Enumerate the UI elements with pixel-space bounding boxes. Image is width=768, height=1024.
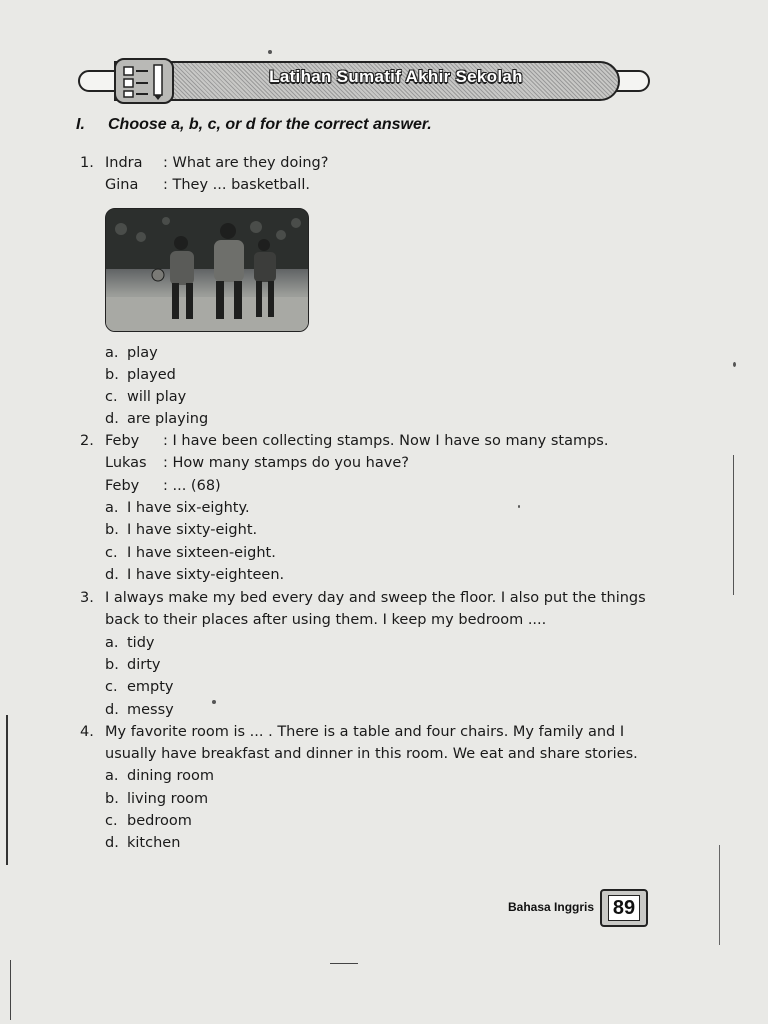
answer-option[interactable] bbox=[105, 632, 155, 654]
question-text-line: My favorite room is ... . There is a table and four chairs. My family and I bbox=[105, 724, 625, 740]
answer-option[interactable] bbox=[105, 832, 180, 854]
option-letter: d. bbox=[105, 702, 119, 718]
dialogue-line bbox=[105, 475, 221, 497]
speaker-name: Feby bbox=[105, 433, 140, 449]
answer-option[interactable] bbox=[105, 519, 257, 541]
option-letter: d. bbox=[105, 567, 119, 583]
page-number: 89 bbox=[608, 895, 640, 921]
scan-speck bbox=[733, 362, 736, 367]
question-text-line: I always make my bed every day and sweep the floor. I also put the things bbox=[105, 590, 646, 606]
option-letter: d. bbox=[105, 411, 119, 427]
scan-speck bbox=[518, 505, 520, 508]
option-letter: c. bbox=[105, 545, 118, 561]
dialogue-text: : How many stamps do you have? bbox=[163, 455, 409, 471]
speaker-name: Indra bbox=[105, 155, 143, 171]
dialogue-line bbox=[105, 174, 310, 196]
option-text: dining room bbox=[127, 768, 214, 784]
option-text: messy bbox=[127, 702, 174, 718]
option-letter: a. bbox=[105, 345, 119, 361]
option-text: bedroom bbox=[127, 813, 192, 829]
speaker-name: Lukas bbox=[105, 455, 147, 471]
dialogue-line bbox=[105, 452, 409, 474]
option-letter: c. bbox=[105, 679, 118, 695]
option-letter: b. bbox=[105, 522, 119, 538]
option-text: I have sixty-eight. bbox=[127, 522, 258, 538]
option-text: living room bbox=[127, 791, 209, 807]
option-text: empty bbox=[127, 679, 174, 695]
dialogue-text: : They ... basketball. bbox=[163, 177, 310, 193]
scan-speck bbox=[212, 700, 216, 704]
basketball-players-photo bbox=[105, 208, 309, 332]
scan-edge-line bbox=[330, 963, 358, 964]
speaker-name: Gina bbox=[105, 177, 139, 193]
option-text: I have sixty-eighteen. bbox=[127, 567, 285, 583]
answer-option[interactable] bbox=[105, 676, 174, 698]
option-text: will play bbox=[127, 389, 187, 405]
option-letter: b. bbox=[105, 657, 119, 673]
option-text: play bbox=[127, 345, 158, 361]
option-text: are playing bbox=[127, 411, 209, 427]
dialogue-text: : What are they doing? bbox=[163, 155, 329, 171]
answer-option[interactable] bbox=[105, 342, 158, 364]
speaker-name: Feby bbox=[105, 478, 140, 494]
option-text: dirty bbox=[127, 657, 161, 673]
answer-option[interactable] bbox=[105, 386, 186, 408]
page-number-badge bbox=[600, 889, 648, 927]
scan-edge-line bbox=[733, 455, 734, 595]
title-banner bbox=[78, 58, 650, 106]
option-letter: b. bbox=[105, 791, 119, 807]
section-instruction: Choose a, b, c, or d for the correct answer. bbox=[108, 116, 432, 133]
scan-speck bbox=[268, 50, 272, 54]
answer-option[interactable] bbox=[105, 564, 284, 586]
dialogue-text: : ... (68) bbox=[163, 478, 221, 494]
answer-option[interactable] bbox=[105, 542, 276, 564]
dialogue-text: : I have been collecting stamps. Now I have so many stamps. bbox=[163, 433, 609, 449]
dialogue-line bbox=[105, 430, 608, 452]
banner-title: Latihan Sumatif Akhir Sekolah bbox=[269, 67, 523, 86]
answer-option[interactable] bbox=[105, 699, 174, 721]
section-number: I. bbox=[76, 116, 85, 133]
scan-edge-line bbox=[10, 960, 11, 1020]
question-text-line: back to their places after using them. I keep my bedroom .... bbox=[105, 612, 547, 628]
section-heading bbox=[76, 116, 432, 134]
option-letter: d. bbox=[105, 835, 119, 851]
question-number: 4. bbox=[80, 724, 94, 740]
subject-label: Bahasa Inggris bbox=[508, 900, 595, 914]
answer-option[interactable] bbox=[105, 497, 250, 519]
option-letter: a. bbox=[105, 768, 119, 784]
option-text: played bbox=[127, 367, 176, 383]
question-number: 3. bbox=[80, 590, 94, 606]
question-number: 2. bbox=[80, 433, 94, 449]
option-letter: c. bbox=[105, 813, 118, 829]
option-letter: a. bbox=[105, 500, 119, 516]
checklist-icon bbox=[114, 58, 174, 104]
option-text: I have six-eighty. bbox=[127, 500, 250, 516]
question-number: 1. bbox=[80, 155, 94, 171]
answer-option[interactable] bbox=[105, 765, 214, 787]
option-letter: b. bbox=[105, 367, 119, 383]
option-text: I have sixteen-eight. bbox=[127, 545, 276, 561]
answer-option[interactable] bbox=[105, 408, 208, 430]
option-letter: c. bbox=[105, 389, 118, 405]
option-letter: a. bbox=[105, 635, 119, 651]
answer-option[interactable] bbox=[105, 810, 192, 832]
scan-edge-line bbox=[6, 715, 8, 865]
question-text-line: usually have breakfast and dinner in this room. We eat and share stories. bbox=[105, 746, 638, 762]
answer-option[interactable] bbox=[105, 364, 176, 386]
option-text: tidy bbox=[127, 635, 155, 651]
option-text: kitchen bbox=[127, 835, 181, 851]
scan-edge-line bbox=[719, 845, 720, 945]
dialogue-line bbox=[105, 152, 328, 174]
answer-option[interactable] bbox=[105, 654, 160, 676]
answer-option[interactable] bbox=[105, 788, 208, 810]
